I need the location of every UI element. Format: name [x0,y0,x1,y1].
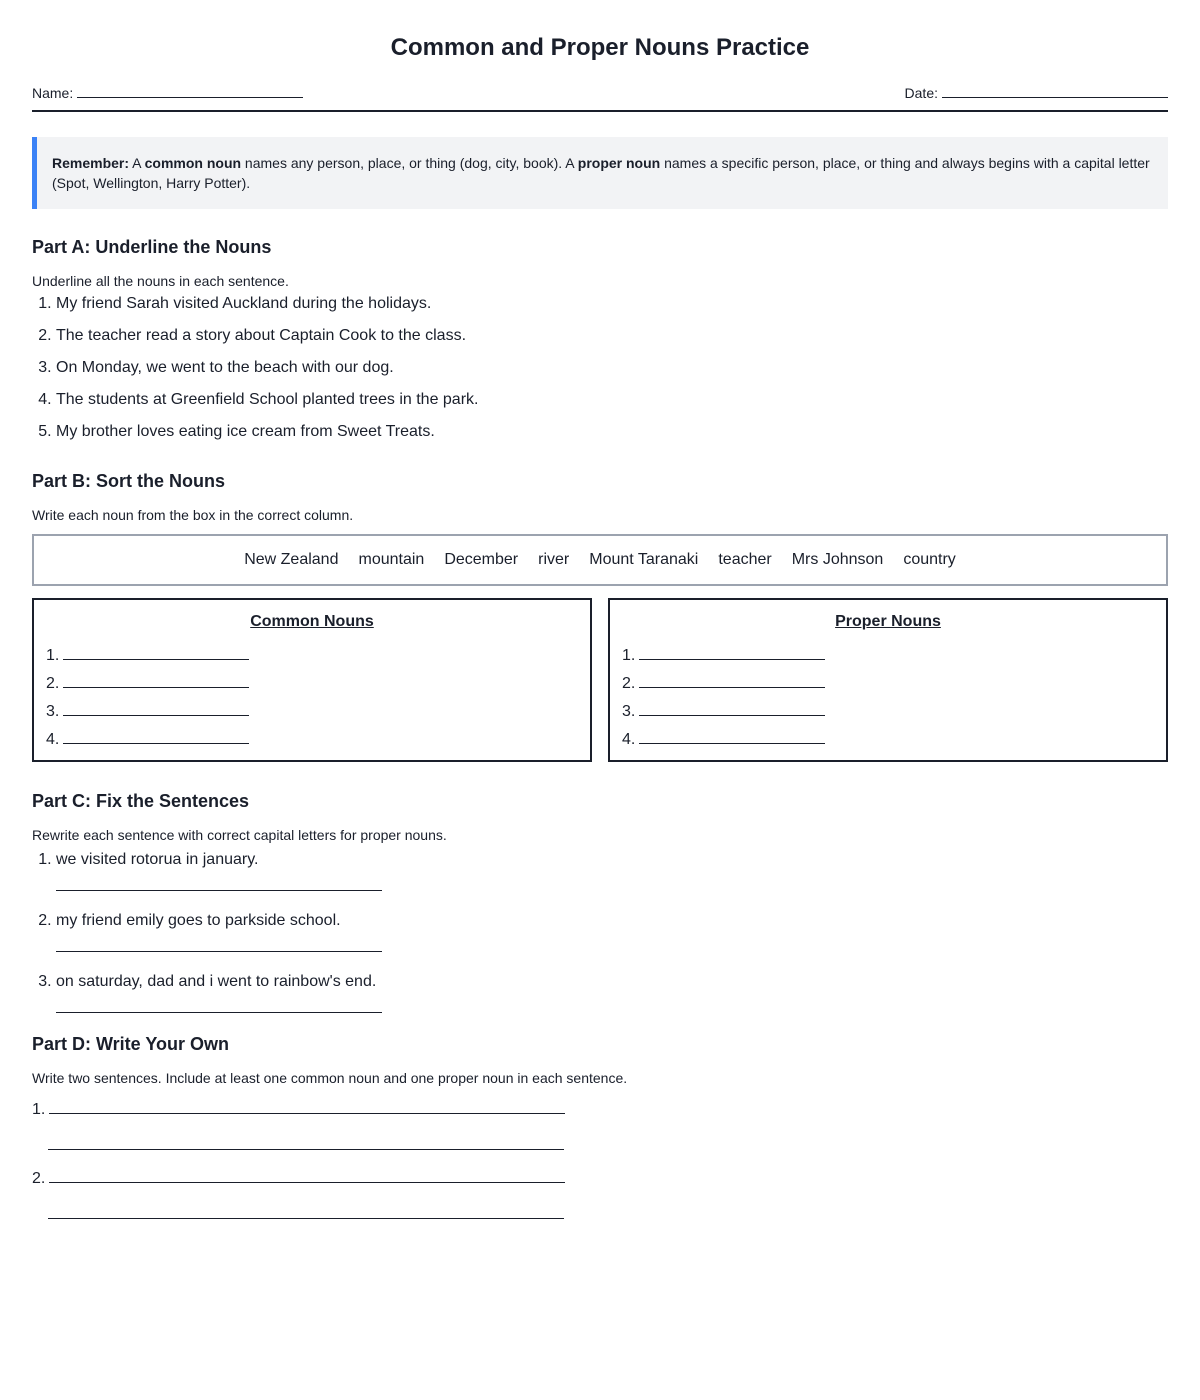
word-bank-item: mountain [358,551,425,568]
proper-nouns-column [608,598,1168,762]
name-field[interactable] [32,83,303,102]
list-item [56,972,1168,1013]
proper-noun-term: proper noun [577,155,661,171]
line-number: 4. [46,731,60,748]
rewrite-blank[interactable] [56,870,382,891]
list-item[interactable]: 3. On Monday, we went to the beach with our dog. [56,358,1168,378]
part-c [32,790,1168,1013]
answer-blank-continued[interactable] [48,1133,564,1150]
list-item[interactable]: 2. The teacher read a story about Captain Cook to the class. [56,326,1168,346]
word-bank-item: river [538,551,570,568]
common-nouns-title: Common Nouns [250,613,374,630]
line-number: 2. [622,675,636,692]
answer-line [46,726,578,754]
answer-blank[interactable] [639,643,825,660]
answer-line [622,670,1154,698]
answer-blank[interactable] [49,1097,565,1114]
part-a-heading: Part A: Underline the Nouns [32,237,272,257]
common-noun-term: common noun [144,155,242,171]
answer-blank-continued[interactable] [48,1202,564,1219]
list-item[interactable]: 5. My brother loves eating ice cream from Sweet Treats. [56,422,1168,442]
word-bank-item: Mrs Johnson [791,551,884,568]
part-a [32,236,1168,442]
part-c-heading: Part C: Fix the Sentences [32,791,250,811]
sort-columns [32,598,1168,762]
line-number: 2. [46,675,60,692]
fix-sentence: on saturday, dad and i went to rainbow's end. [56,973,377,990]
answer-line [46,698,578,726]
date-label: Date: [904,85,938,101]
part-d [32,1033,1168,1219]
list-item[interactable]: 4. The students at Greenfield School planted trees in the park. [56,390,1168,410]
part-d-heading: Part D: Write Your Own [32,1034,230,1054]
answer-blank[interactable] [639,671,825,688]
write-line [32,1166,1168,1186]
word-bank-item: December [444,551,519,568]
line-number: 3. [622,703,636,720]
line-number: 1. [46,647,60,664]
word-bank-item: Mount Taranaki [589,551,699,568]
part-b-heading: Part B: Sort the Nouns [32,471,226,491]
part-d-instruction: Write two sentences. Include at least one common noun and one proper noun in each sentence. [32,1070,628,1086]
page-title: Common and Proper Nouns Practice [390,34,810,61]
line-number: 2. [32,1170,46,1187]
remember-lead: Remember: [52,155,130,171]
answer-line [622,642,1154,670]
answer-blank[interactable] [63,699,249,716]
part-c-instruction: Rewrite each sentence with correct capital letters for proper nouns. [32,827,447,843]
name-label: Name: [32,85,74,101]
write-own-area [32,1097,1168,1219]
remember-text-3: names a specific person, place, or thing and always begins with a capital letter (Spot, Wellington, Harry Potter). [52,155,1150,191]
answer-blank[interactable] [49,1166,565,1183]
part-b-instruction: Write each noun from the box in the correct column. [32,507,354,523]
name-date-bar [32,83,1168,112]
common-nouns-column [32,598,592,762]
line-number: 4. [622,731,636,748]
list-item[interactable]: 1. My friend Sarah visited Auckland during the holidays. [56,294,1168,314]
line-number: 3. [46,703,60,720]
line-number: 1. [32,1101,46,1118]
rewrite-blank[interactable] [56,931,382,952]
answer-blank[interactable] [63,727,249,744]
answer-line [46,642,578,670]
answer-blank[interactable] [63,671,249,688]
word-bank-item: teacher [718,551,772,568]
answer-line [46,670,578,698]
word-bank [32,534,1168,586]
proper-nouns-title: Proper Nouns [835,613,941,630]
date-blank[interactable] [942,83,1168,98]
name-blank[interactable] [77,83,303,98]
write-line [32,1097,1168,1117]
part-c-list [32,850,1168,1013]
answer-blank[interactable] [639,699,825,716]
word-bank-item: New Zealand [244,551,339,568]
answer-blank[interactable] [63,643,249,660]
part-a-instruction: Underline all the nouns in each sentence. [32,273,289,289]
list-item [56,911,1168,952]
fix-sentence: we visited rotorua in january. [56,851,259,868]
part-a-list [32,294,1168,442]
rewrite-blank[interactable] [56,992,382,1013]
remember-box [32,137,1168,209]
line-number: 1. [622,647,636,664]
fix-sentence: my friend emily goes to parkside school. [56,912,341,929]
date-field[interactable] [905,83,1168,102]
remember-text-1: A [129,155,145,171]
answer-line [622,698,1154,726]
answer-blank[interactable] [639,727,825,744]
list-item [56,850,1168,891]
remember-text-2: names any person, place, or thing (dog, city, book). A [241,155,578,171]
answer-line [622,726,1154,754]
word-bank-item: country [903,551,956,568]
part-b [32,470,1168,762]
